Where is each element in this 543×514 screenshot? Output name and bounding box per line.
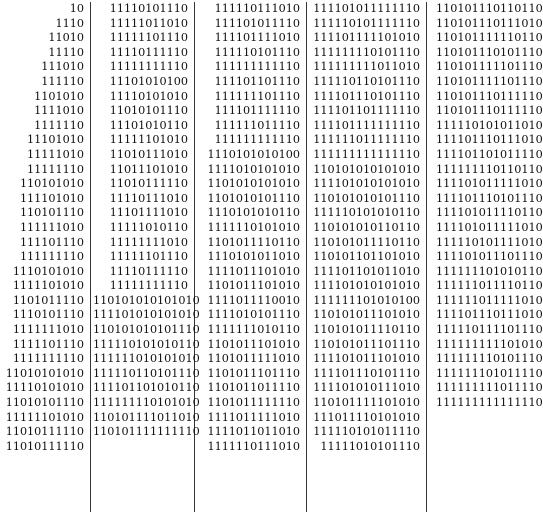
binary-number-cell: 111101111010 [214, 31, 300, 45]
binary-number-cell: 11111111010 [109, 235, 188, 249]
binary-number-cell: 110101111101010 [313, 396, 420, 410]
binary-number-cell: 1101011111010 [207, 352, 300, 366]
binary-number-cell: 11110101110 [109, 2, 188, 15]
binary-number-cell: 110101101101010 [313, 250, 420, 264]
binary-number-cell: 110101110111110 [436, 89, 543, 103]
binary-number-cell: 110101111101110 [436, 74, 543, 88]
binary-number-cell: 1111010101110 [207, 308, 300, 322]
binary-number-cell: 11110111010 [109, 191, 188, 205]
binary-number-cell: 11010101010 [5, 366, 84, 380]
binary-number-cell: 111101011111110 [313, 2, 420, 15]
binary-number-cell: 1111110 [34, 118, 84, 132]
binary-number-cell: 11111101010 [109, 133, 188, 147]
binary-number-cell: 11110111110 [109, 45, 188, 59]
binary-number-cell: 1101010101010 [207, 177, 300, 191]
binary-number-cell: 1111011101010 [207, 264, 300, 278]
binary-number-cell: 111110101011110 [313, 425, 420, 439]
binary-number-cell: 110101010101110 [93, 323, 200, 337]
binary-number-cell: 111101110101110 [313, 89, 420, 103]
binary-number-cell: 111111111101010 [436, 337, 543, 351]
binary-number-cell: 11101010110 [109, 118, 188, 132]
binary-number-cell: 111101110111010 [436, 308, 543, 322]
binary-number-cell: 111111111111110 [436, 396, 543, 410]
binary-number-cell: 111101110101110 [436, 191, 543, 205]
binary-number-cell: 110101010101010 [313, 162, 420, 176]
binary-number-cell: 111111111110 [214, 60, 300, 74]
binary-number-cell: 110101110110110 [436, 2, 543, 15]
binary-number-cell: 11111101110 [109, 31, 188, 45]
binary-number-cell: 110101010101110 [313, 191, 420, 205]
binary-number-cell: 111101010101010 [313, 279, 420, 293]
number-column-2 [91, 2, 200, 512]
binary-number-cell: 11110101010 [109, 89, 188, 103]
binary-number-cell: 111111110101110 [313, 45, 420, 59]
binary-number-cell: 111101010 [19, 191, 84, 205]
binary-number-cell: 1110101010 [12, 264, 84, 278]
binary-number-cell: 111111011111110 [313, 133, 420, 147]
binary-number-cell: 1111111010 [12, 323, 84, 337]
binary-number-cell: 1101010 [34, 89, 84, 103]
binary-number-cell: 1111111010110 [207, 323, 300, 337]
binary-number-cell: 11110 [48, 45, 84, 59]
binary-number-cell: 1110101010110 [207, 206, 300, 220]
binary-number-cell: 1101011111110 [207, 396, 300, 410]
binary-number-cell: 111111111111110 [313, 147, 420, 161]
binary-number-cell: 1110101010100 [207, 147, 300, 161]
binary-number-cell: 110101111101110 [436, 60, 543, 74]
binary-number-cell: 111111110101110 [436, 352, 543, 366]
binary-number-cell: 111101110111010 [436, 133, 543, 147]
binary-number-cell: 111110111010 [214, 2, 300, 15]
binary-number-cell: 11101010100 [109, 74, 188, 88]
number-column-3 [195, 2, 307, 512]
binary-number-cell: 111111111011010 [313, 60, 420, 74]
binary-number-cell: 111011110101010 [313, 410, 420, 424]
binary-number-cell: 11011101010 [109, 162, 188, 176]
binary-number-cell: 111111011110 [214, 118, 300, 132]
binary-number-cell: 111111011110110 [436, 279, 543, 293]
binary-number-cell: 111101101110 [214, 74, 300, 88]
binary-number-cell: 111101101011010 [313, 264, 420, 278]
binary-number-cell: 1111010101010 [207, 162, 300, 176]
binary-number-cell: 111111111011110 [436, 381, 543, 395]
binary-number-cell: 11101111010 [109, 206, 188, 220]
binary-number-cell: 11010101110 [5, 396, 84, 410]
binary-number-cell: 11110111110 [109, 264, 188, 278]
binary-number-cell: 110101010101010 [93, 293, 200, 307]
binary-number-cell: 1111110101010 [207, 220, 300, 234]
binary-number-cell: 111110101111110 [313, 16, 420, 30]
binary-number-cell: 11111010101110 [320, 439, 420, 453]
binary-number-cell: 111110110101110 [313, 74, 420, 88]
binary-number-cell: 110101110101110 [436, 45, 543, 59]
binary-number-cell: 11111010110 [109, 220, 188, 234]
binary-number-cell: 1101011011110 [207, 381, 300, 395]
binary-number-cell: 111110101010110 [313, 206, 420, 220]
binary-number-cell: 1111011111010 [207, 410, 300, 424]
binary-number-cell: 110101011101010 [313, 308, 420, 322]
binary-number-cell: 11110101010 [5, 381, 84, 395]
number-column-4 [307, 2, 427, 512]
binary-number-cell: 110101110 [19, 206, 84, 220]
binary-number-cell: 110101011110110 [313, 235, 420, 249]
binary-number-cell: 111110111101110 [436, 323, 543, 337]
binary-number-cell: 111111110101010 [93, 396, 200, 410]
binary-number-cell: 111111110 [19, 250, 84, 264]
binary-number-cell: 111111010 [19, 220, 84, 234]
binary-number-cell: 111111101010110 [436, 264, 543, 278]
binary-number-cell: 11101010 [27, 133, 84, 147]
binary-number-cell: 110101011110110 [313, 323, 420, 337]
binary-number-cell: 110101111111110 [93, 425, 200, 439]
binary-number-cell: 111110101011010 [436, 118, 543, 132]
binary-number-cell: 111101111111110 [313, 118, 420, 132]
binary-number-cell: 111101110 [19, 235, 84, 249]
binary-number-cell: 11010111110 [109, 177, 188, 191]
binary-number-cell: 1111011110010 [207, 293, 300, 307]
binary-number-cell: 11111101110 [109, 250, 188, 264]
binary-number-cell: 111101011110110 [436, 206, 543, 220]
binary-number-cell: 1101011101010 [207, 279, 300, 293]
binary-number-cell: 111101011101010 [313, 352, 420, 366]
binary-number-cell: 111101111101010 [313, 31, 420, 45]
binary-number-cell: 11010111110 [5, 439, 84, 453]
number-column-1 [0, 2, 91, 512]
binary-number-cell: 1111111110 [12, 352, 84, 366]
binary-number-cell: 11111011010 [109, 16, 188, 30]
binary-number-cell: 111101101011110 [436, 147, 543, 161]
binary-number-cell: 1101011110 [12, 293, 84, 307]
binary-number-cell: 1101010101110 [207, 191, 300, 205]
binary-number-cell: 1111101010 [12, 279, 84, 293]
binary-number-cell: 111111111110 [214, 133, 300, 147]
binary-number-cell: 111101111110 [214, 104, 300, 118]
binary-number-cell: 11111101010 [5, 410, 84, 424]
binary-number-cell: 11111110 [27, 162, 84, 176]
binary-number-cell: 111110 [41, 74, 84, 88]
binary-number-cell: 111101101111110 [313, 104, 420, 118]
binary-number-cell: 111101010101010 [313, 177, 420, 191]
binary-number-cell: 11010111010 [109, 147, 188, 161]
binary-number-cell: 111110101010110 [93, 337, 200, 351]
binary-number-cell: 111101011110 [214, 16, 300, 30]
number-column-5 [427, 2, 543, 512]
binary-number-cell: 111111110110110 [436, 162, 543, 176]
binary-number-cell: 110101111110110 [436, 31, 543, 45]
binary-number-cell: 111101101010110 [93, 381, 200, 395]
binary-number-cell: 110101010110110 [313, 220, 420, 234]
binary-number-cell: 1111011011010 [207, 425, 300, 439]
binary-number-cell: 111101011111010 [436, 220, 543, 234]
binary-number-cell: 11010111110 [5, 425, 84, 439]
binary-number-cell: 111111101010100 [313, 293, 420, 307]
binary-number-cell: 1110101110 [12, 308, 84, 322]
binary-number-cell: 1111110111010 [207, 439, 300, 453]
binary-number-cell: 11111111110 [109, 279, 188, 293]
binary-number-cell: 111111101110 [214, 89, 300, 103]
binary-number-cell: 110101110111110 [436, 104, 543, 118]
binary-number-cell: 110101010 [19, 177, 84, 191]
binary-number-cell: 1110101011010 [207, 250, 300, 264]
binary-number-cell: 1111010 [34, 104, 84, 118]
binary-number-cell: 11111010 [27, 147, 84, 161]
binary-number-cell: 110101011101110 [313, 337, 420, 351]
binary-number-cell: 111111101011110 [436, 366, 543, 380]
binary-number-cell: 111110110101110 [93, 366, 200, 380]
binary-number-cell: 11010101110 [109, 104, 188, 118]
binary-number-cell: 1111101110 [12, 337, 84, 351]
binary-number-cell: 111101110101110 [313, 366, 420, 380]
binary-number-cell: 111101010101010 [93, 308, 200, 322]
binary-number-cell: 111110101111010 [436, 235, 543, 249]
binary-number-cell: 10 [69, 2, 84, 15]
binary-number-cell: 111101011101110 [436, 250, 543, 264]
binary-number-cell: 111101011111010 [436, 177, 543, 191]
binary-number-cell: 111111011111010 [436, 293, 543, 307]
binary-number-cell: 1110 [55, 16, 84, 30]
binary-number-cell: 1101011110110 [207, 235, 300, 249]
binary-number-cell: 111010 [41, 60, 84, 74]
binary-number-cell: 111111010101010 [93, 352, 200, 366]
binary-number-cell: 11111111110 [109, 60, 188, 74]
binary-number-cell: 11010 [48, 31, 84, 45]
binary-number-cell: 110101110111010 [436, 16, 543, 30]
binary-number-cell: 110101111011010 [93, 410, 200, 424]
binary-number-cell: 1101011101110 [207, 366, 300, 380]
binary-number-cell: 111101010111010 [313, 381, 420, 395]
binary-number-cell: 1101011101010 [207, 337, 300, 351]
binary-number-cell: 111110101110 [214, 45, 300, 59]
